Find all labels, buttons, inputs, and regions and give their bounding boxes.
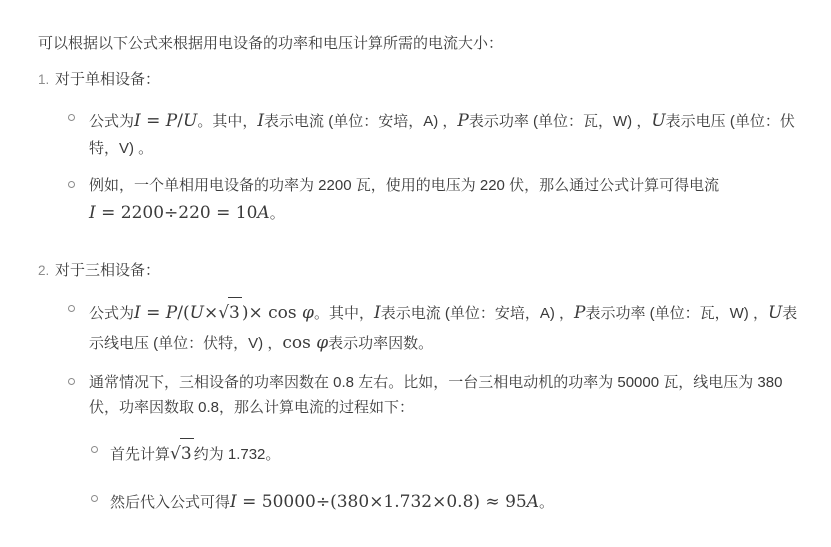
list-number: 1. [38, 72, 50, 87]
bullet-example-single-phase [55, 173, 803, 228]
numbered-list [38, 69, 803, 547]
nested-bullet-result-step [89, 487, 803, 517]
bullet-text: 公式为I = P/(U× √ 3 )× cos φ。其中，I表示电流 (单位：安培，A) ，P表示功率 (单位：瓦，W) ，U表示线电压 (单位：伏特，V) ，cos φ表示功率因数。 [89, 297, 803, 358]
sqrt-radical: √ 3 [218, 297, 242, 328]
nested-bullet-list [89, 438, 803, 517]
bullet-formula-single-phase [55, 106, 803, 161]
sqrt-radical: √ 3 [170, 438, 194, 469]
list-item-single-phase [38, 69, 803, 240]
bullet-text: 然后代入公式可得I = 50000÷(380×1.732×0.8) ≈ 95A。 [110, 492, 554, 512]
nested-bullet-sqrt-step [89, 438, 803, 469]
bullet-text: 首先计算 √ 3 约为 1.732。 [110, 438, 803, 469]
intro-paragraph: 可以根据以下公式来根据用电设备的功率和电压计算所需的电流大小： [38, 35, 504, 52]
bullet-formula-three-phase [55, 297, 803, 358]
item-title-three-phase: 对于三相设备： [55, 262, 161, 279]
bullet-text: 通常情况下，三相设备的功率因数在 0.8 左右。比如，一台三相电动机的功率为 50000 瓦，线电压为 380 伏，功率因数取 0.8，那么计算电流的过程如下： [89, 374, 783, 416]
bullet-text: 例如，一个单相用电设备的功率为 2200 瓦，使用的电压为 220 伏，那么通过公式计算可得电流 I = 2200÷220 = 10A。 [89, 177, 720, 223]
circle-bullet-icon [91, 495, 98, 502]
circle-bullet-icon [68, 181, 75, 188]
circle-bullet-icon [68, 305, 75, 312]
list-number: 2. [38, 263, 50, 278]
item-title-single-phase: 对于单相设备： [55, 71, 161, 88]
circle-bullet-icon [91, 446, 98, 453]
bullet-example-three-phase [55, 370, 803, 535]
bullet-text: 公式为I = P/U。其中，I表示电流 (单位：安培，A) ，P表示功率 (单位：瓦，W) ，U表示电压 (单位：伏特，V) 。 [89, 111, 795, 157]
bullet-list [55, 297, 803, 535]
bullet-list [55, 106, 803, 228]
list-item-three-phase [38, 260, 803, 547]
circle-bullet-icon [68, 378, 75, 385]
circle-bullet-icon [68, 114, 75, 121]
